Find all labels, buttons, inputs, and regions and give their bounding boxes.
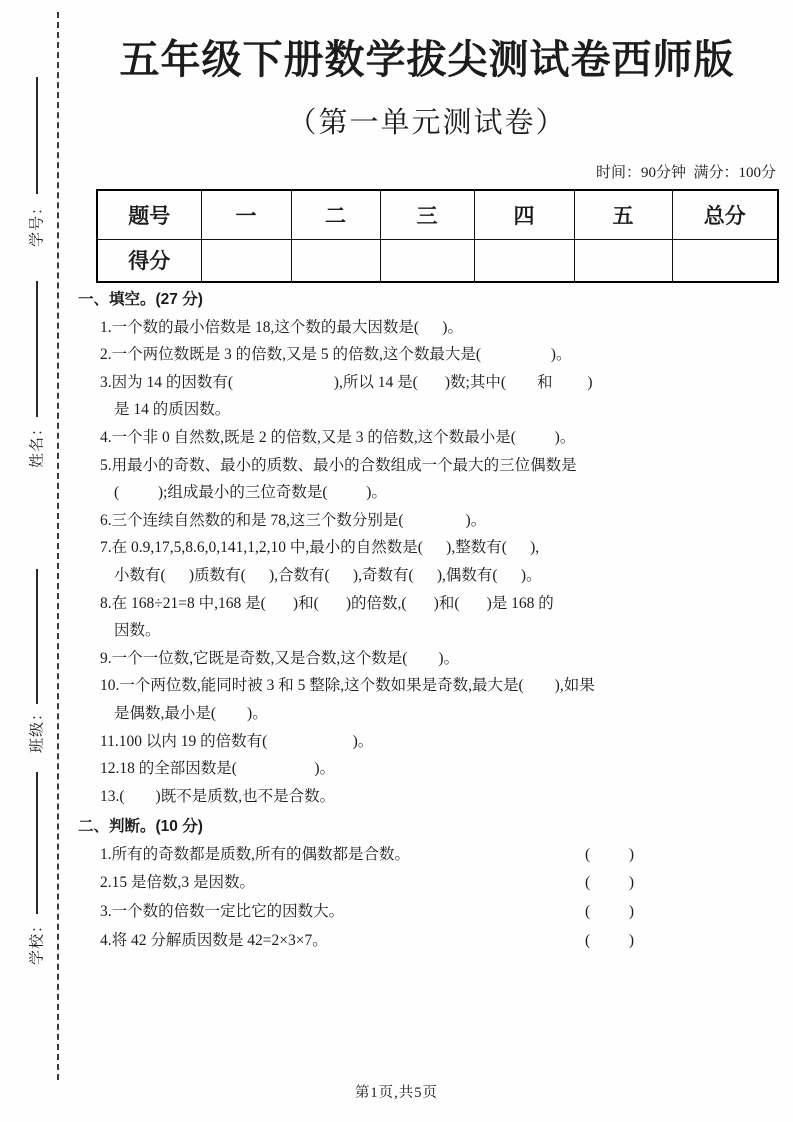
fill-question-line: 小数有( )质数有( ),合数有( ),奇数有( ),偶数有( )。	[114, 566, 542, 584]
time-and-score-info: 时间：90分钟 满分：100分	[595, 165, 776, 181]
fill-question-line: 2.一个两位数既是 3 的倍数,又是 5 的倍数,这个数最大是( )。	[100, 346, 572, 364]
score-table-header-cell: 总分	[672, 190, 778, 239]
score-table-header-cell: 五	[574, 190, 672, 239]
score-row-label: 得分	[97, 239, 201, 282]
fill-question-line: 7.在 0.9,17,5,8.6,0,141,1,2,10 中,最小的自然数是( ),整数有( ),	[100, 539, 540, 557]
score-table-header-cell: 题号	[97, 190, 201, 239]
judge-answer-parentheses: ( )	[585, 874, 635, 892]
student-id-blank-line	[36, 77, 38, 194]
judge-questions	[78, 841, 778, 955]
judge-question-row	[78, 898, 778, 927]
judge-answer-parentheses: ( )	[585, 931, 635, 949]
fill-question-line: 10.一个两位数,能同时被 3 和 5 整除,这个数如果是奇数,最大是( ),如果	[100, 677, 595, 695]
judge-question-row	[78, 841, 778, 870]
score-table-header-cell: 二	[291, 190, 380, 239]
class-label: 班级：	[29, 704, 46, 754]
fill-question-line: 1.一个数的最小倍数是 18,这个数的最大因数是( )。	[100, 318, 463, 336]
section-heading-true-false: 二、判断。(10 分)	[78, 818, 203, 836]
fill-question-line: 5.用最小的奇数、最小的质数、最小的合数组成一个最大的三位偶数是	[100, 456, 577, 474]
fill-question-line: 6.三个连续自然数的和是 78,这三个数分别是( )。	[100, 511, 487, 529]
fill-question-line: 9.一个一位数,它既是奇数,又是合数,这个数是( )。	[100, 649, 460, 667]
judge-question-row	[78, 869, 778, 898]
score-table-header-row	[97, 190, 778, 239]
fill-question-line: 12.18 的全部因数是( )。	[100, 760, 336, 778]
score-cell	[291, 239, 380, 282]
paper-subtitle: （第一单元测试卷）	[287, 107, 567, 139]
score-table-score-row	[97, 239, 778, 282]
score-cell	[474, 239, 574, 282]
judge-question-text: 4.将 42 分解质因数是 42=2×3×7。	[100, 931, 328, 949]
score-cell	[201, 239, 291, 282]
judge-question-text: 1.所有的奇数都是质数,所有的偶数都是合数。	[100, 845, 411, 863]
score-table-header-cell: 三	[380, 190, 474, 239]
score-cell	[574, 239, 672, 282]
fill-questions	[78, 314, 778, 811]
judge-question-text: 2.15 是倍数,3 是因数。	[100, 874, 256, 892]
paper-title: 五年级下册数学拔尖测试卷西师版	[119, 37, 735, 82]
judge-question-row	[78, 927, 778, 956]
student-name-blank-line	[36, 281, 38, 417]
score-table-header-cell: 一	[201, 190, 291, 239]
fill-question-line: 是偶数,最小是( )。	[114, 704, 268, 722]
section-heading-fill-blanks: 一、填空。(27 分)	[78, 291, 203, 308]
score-table	[96, 189, 779, 283]
student-id-label: 学号：	[29, 198, 46, 248]
paper-body	[78, 286, 778, 955]
score-table-header-cell: 四	[474, 190, 574, 239]
fill-question-line: 13.( )既不是质数,也不是合数。	[100, 787, 336, 805]
fill-question-line: ( );组成最小的三位奇数是( )。	[114, 484, 387, 502]
fill-question-line: 11.100 以内 19 的倍数有( )。	[100, 732, 374, 750]
school-blank-line	[36, 772, 38, 914]
fill-question-line: 3.因为 14 的因数有( ),所以 14 是( )数;其中( 和 )	[100, 373, 593, 391]
page-number: 第1页,共5页	[354, 1085, 439, 1101]
fill-question-line: 是 14 的质因数。	[114, 401, 231, 419]
fold-dashed-line	[57, 12, 59, 1080]
judge-question-text: 3.一个数的倍数一定比它的因数大。	[100, 903, 345, 921]
student-name-label: 姓名：	[29, 419, 46, 469]
fill-question-line: 8.在 168÷21=8 中,168 是( )和( )的倍数,( )和( )是 168 的	[100, 594, 554, 612]
judge-answer-parentheses: ( )	[585, 845, 635, 863]
judge-answer-parentheses: ( )	[585, 903, 635, 921]
score-cell	[380, 239, 474, 282]
class-blank-line	[36, 569, 38, 704]
school-label: 学校：	[29, 916, 46, 966]
fill-question-line: 因数。	[114, 622, 161, 640]
fill-question-line: 4.一个非 0 自然数,既是 2 的倍数,又是 3 的倍数,这个数最小是( )。	[100, 428, 576, 446]
